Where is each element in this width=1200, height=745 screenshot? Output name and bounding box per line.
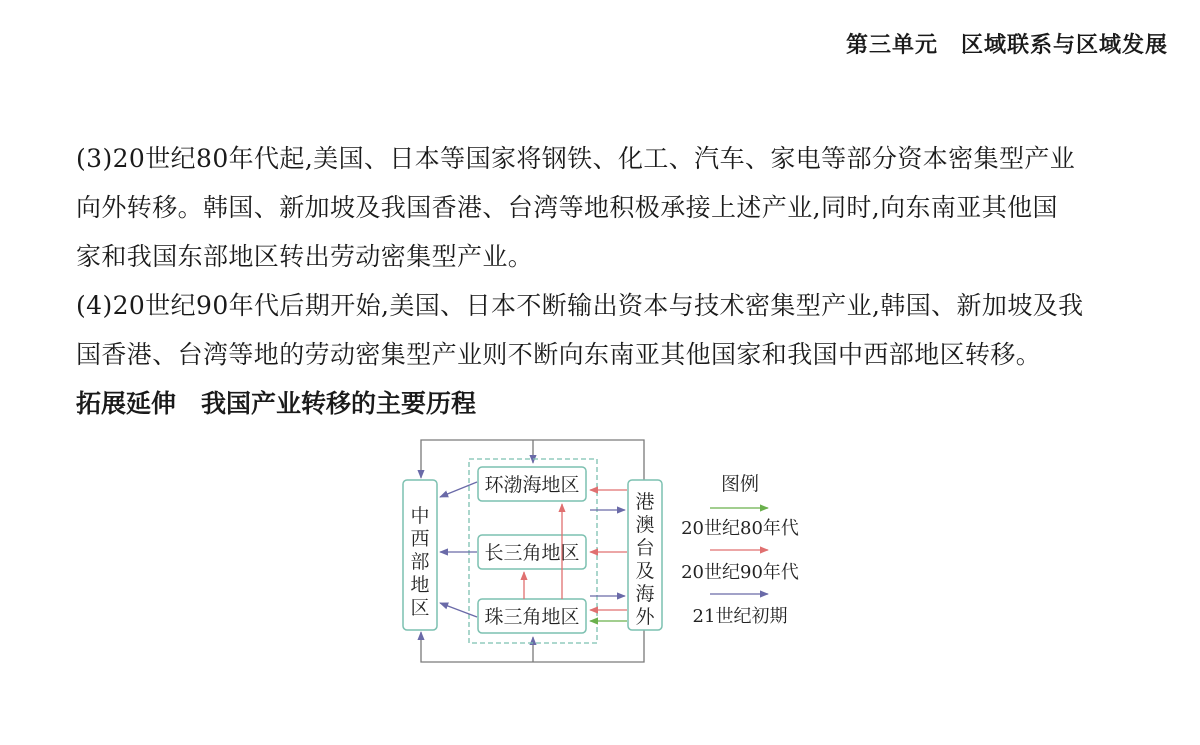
central-west-char-2: 西 xyxy=(410,528,430,550)
hk-overseas-char-3: 台 xyxy=(635,537,655,559)
paragraph-3-line-1: (3)20世纪80年代起,美国、日本等国家将钢铁、化工、汽车、家电等部分资本密集型产业 xyxy=(76,144,1076,173)
section-title: 拓展延伸 我国产业转移的主要历程 xyxy=(76,389,477,418)
central-west-char-1: 中 xyxy=(410,505,430,527)
central-west-char-3: 部 xyxy=(410,551,430,573)
unit-header: 第三单元 区域联系与区域发展 xyxy=(845,33,1168,58)
legend-title: 图例 xyxy=(720,473,760,495)
hk-overseas-box xyxy=(628,480,662,630)
pearl-delta-box xyxy=(478,599,586,633)
legend-label-21st: 21世纪初期 xyxy=(692,606,788,627)
legend-label-1980s: 20世纪80年代 xyxy=(681,518,799,539)
central-west-box xyxy=(403,480,437,630)
hk-overseas-arrows xyxy=(590,490,627,621)
central-west-char-4: 地 xyxy=(410,574,430,596)
svg-text:长三角地区: 长三角地区 xyxy=(484,542,580,564)
paragraph-3-line-3: 家和我国东部地区转出劳动密集型产业。 xyxy=(76,242,534,271)
central-west-char-5: 区 xyxy=(410,597,430,619)
bohai-box xyxy=(478,467,586,501)
svg-text:珠三角地区: 珠三角地区 xyxy=(484,606,580,628)
paragraph-4-line-1: (4)20世纪90年代后期开始,美国、日本不断输出资本与技术密集型产业,韩国、新加坡及我 xyxy=(76,291,1084,320)
hk-overseas-char-2: 澳 xyxy=(635,514,655,536)
yangtze-delta-box xyxy=(478,535,586,569)
hk-overseas-char-1: 港 xyxy=(635,491,655,513)
hk-overseas-char-4: 及 xyxy=(635,560,655,582)
hk-overseas-char-6: 外 xyxy=(635,606,655,628)
paragraph-4-line-2: 国香港、台湾等地的劳动密集型产业则不断向东南亚其他国家和我国中西部地区转移。 xyxy=(76,340,1042,369)
arrows-to-central-west xyxy=(440,482,477,617)
hk-overseas-char-5: 海 xyxy=(635,583,655,605)
paragraph-3-line-2: 向外转移。韩国、新加坡及我国香港、台湾等地积极承接上述产业,同时,向东南亚其他国 xyxy=(76,193,1058,222)
legend xyxy=(681,473,799,627)
svg-text:环渤海地区: 环渤海地区 xyxy=(484,474,580,496)
legend-label-1990s: 20世纪90年代 xyxy=(681,562,799,583)
